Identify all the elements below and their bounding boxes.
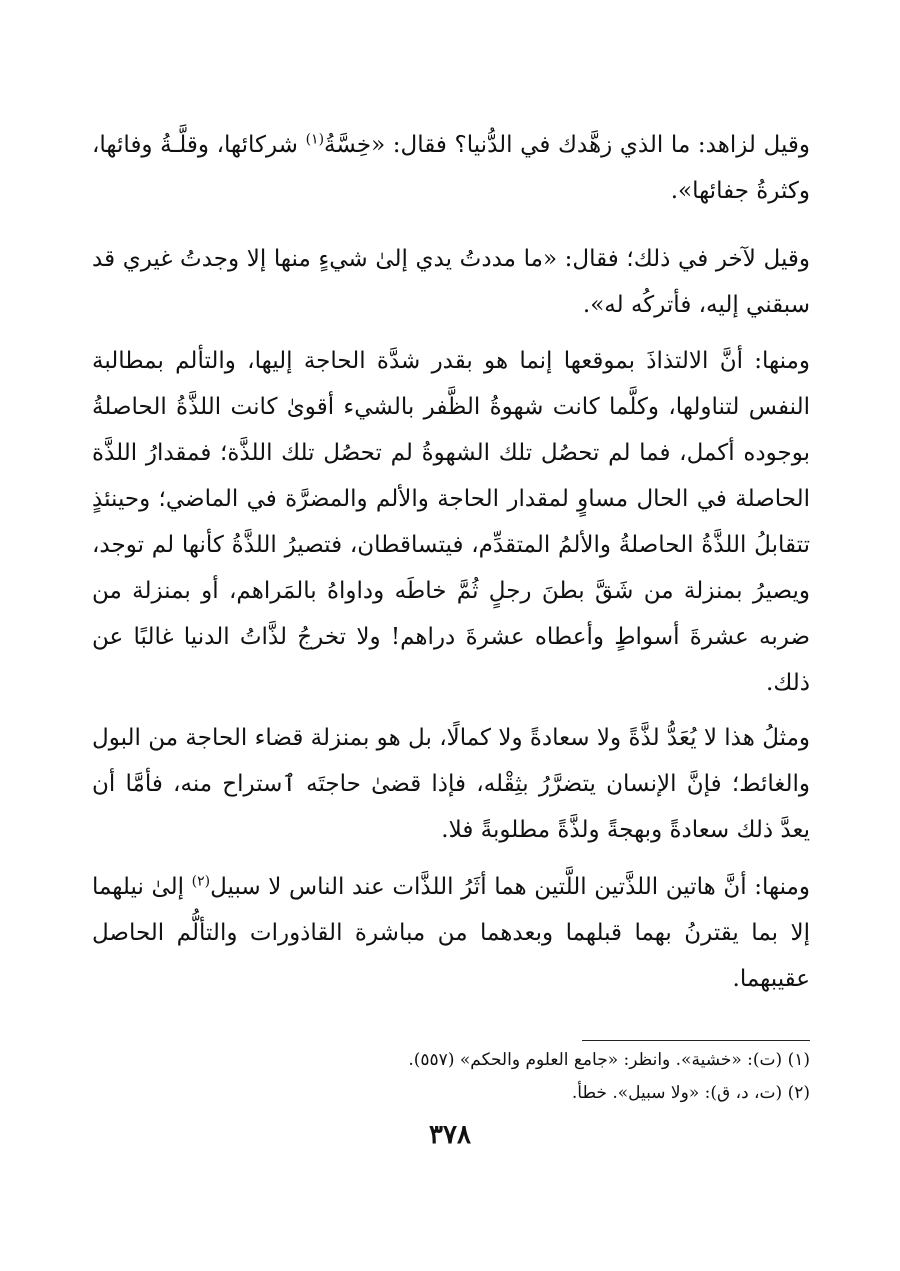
paragraph-text: وقيل لزاهد: ما الذي زهَّدك في الدُّنيا؟ فقال: «خِسَّةُ — [324, 132, 811, 158]
paragraph-text: شركائها، وقلَّـةُ وفائها، وكثرةُ جفائها». — [92, 132, 810, 204]
paragraph-another-saying: وقيل لآخر في ذلك؛ فقال: «ما مددتُ يدي إلىٰ شيءٍ منها إلا وجدتُ غيري قد سبقني إليه، فأتركُه له». — [92, 246, 810, 318]
footnote-marker-1[interactable]: (١) — [305, 131, 325, 148]
footnote-2: (٢) (ت، د، ق): «ولا سبيل». خطأ. — [571, 1083, 810, 1103]
footnote-marker-2[interactable]: (٢) — [191, 873, 211, 890]
paragraph-ascetic-saying — [92, 122, 810, 214]
paragraph-two-pleasures — [92, 864, 810, 1002]
footnote-divider — [582, 1040, 810, 1041]
footnote-1: (١) (ت): «خشية». وانظر: «جامع العلوم والحكم» (٥٥٧). — [408, 1050, 810, 1070]
paragraph-pleasure-need: ومنها: أنَّ الالتذاذَ بموقعها إنما هو بقدر شدَّة الحاجة إليها، والتألم بمطالبة النفس لتناولها، وكلَّما كانت شهوةُ الظَّفر بالشيء أقوىٰ كانت اللذَّةُ الحاصلةُ بوجوده أكمل، فما لم تحصُل تلك الشهوةُ لم تحصُل تلك اللذَّة؛ فمقدارُ اللذَّة الحاصلة في الحال مساوٍ لمقدار الحاجة والألم والمضرَّة في الماضي؛ وحينئذٍ تتقابلُ اللذَّةُ الحاصلةُ والألمُ المتقدِّم، فيتساقطان، فتصيرُ اللذَّةُ كأنها لم توجد، ويصيرُ بمنزلة من شَقَّ بطنَ رجلٍ ثُمَّ خاطَه وداواهُ بالمَراهم، أو بمنزلة من ضربه عشرةَ أسواطٍ وأعطاه عشرةَ دراهم! ولا تخرجُ لذَّاتُ الدنيا غالبًا عن ذلك. — [92, 348, 810, 696]
page-number: ٣٧٨ — [429, 1120, 471, 1150]
footnotes — [92, 1044, 810, 1110]
paragraph-text: إلىٰ نيلهما إلا بما يقترنُ بهما قبلهما وبعدهما من مباشرة القاذورات والتألُّم الحاصل عقيبهما. — [92, 874, 810, 992]
paragraph-not-happiness: ومثلُ هذا لا يُعَدُّ لذَّةً ولا سعادةً ولا كمالًا، بل هو بمنزلة قضاء الحاجة من البول والغائط؛ فإنَّ الإنسان يتضرَّرُ بثِقْله، فإذا قضىٰ حاجتَه ٱستراح منه، فأمَّا أن يعدَّ ذلك سعادةً وبهجةً ولذَّةً مطلوبةً فلا. — [92, 725, 810, 843]
paragraph-text: ومنها: أنَّ هاتين اللذَّتين اللَّتين هما أثَرُ اللذَّات عند الناس لا سبيل — [210, 874, 810, 900]
